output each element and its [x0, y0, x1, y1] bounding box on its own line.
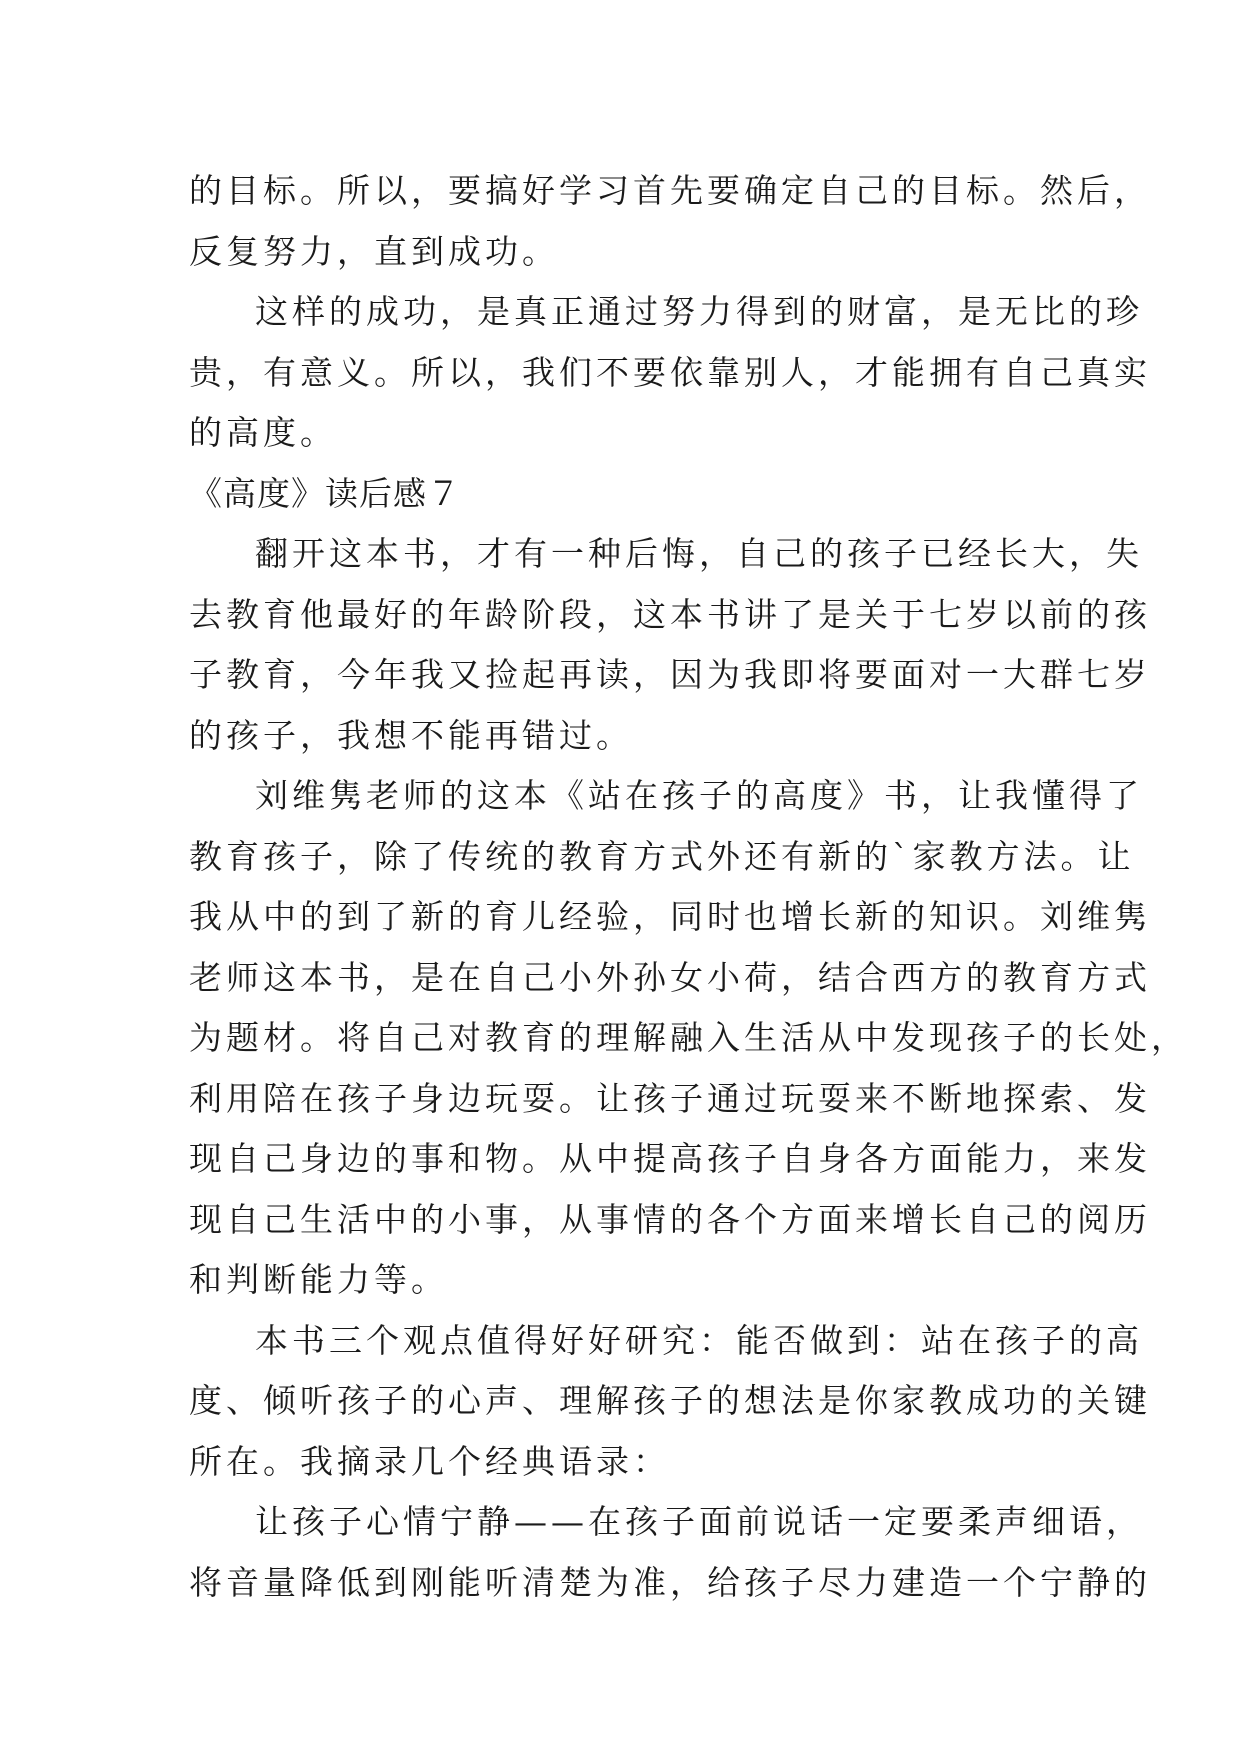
text-line: 为题材。将自己对教育的理解融入生活从中发现孩子的长处，	[189, 1018, 1188, 1057]
text-line: 让孩子心情宁静——在孩子面前说话一定要柔声细语，	[255, 1502, 1143, 1541]
text-line: 所在。我摘录几个经典语录：	[189, 1441, 670, 1481]
text-line: 的高度。	[189, 413, 337, 452]
text-line: 的孩子，我想不能再错过。	[189, 715, 633, 755]
text-line: 度、倾听孩子的心声、理解孩子的想法是你家教成功的关键	[189, 1381, 1151, 1420]
text-line: 教育孩子，除了传统的教育方式外还有新的`家教方法。让	[189, 836, 1135, 876]
text-line: 去教育他最好的年龄阶段，这本书讲了是关于七岁以前的孩	[189, 594, 1151, 634]
text-line: 贵，有意义。所以，我们不要依靠别人，才能拥有自己真实	[189, 352, 1151, 392]
text-line: 和判断能力等。	[189, 1260, 448, 1299]
document-body	[189, 161, 1188, 1613]
text-line: 现自己生活中的小事，从事情的各个方面来增长自己的阅历	[189, 1199, 1151, 1239]
text-line: 将音量降低到刚能听清楚为准，给孩子尽力建造一个宁静的	[189, 1562, 1151, 1602]
text-line: 刘维隽老师的这本《站在孩子的高度》书，让我懂得了	[255, 776, 1143, 815]
text-line: 子教育，今年我又捡起再读，因为我即将要面对一大群七岁	[189, 655, 1151, 694]
text-line: 现自己身边的事和物。从中提高孩子自身各方面能力，来发	[189, 1139, 1151, 1178]
text-line: 老师这本书，是在自己小外孙女小荷，结合西方的教育方式	[189, 957, 1151, 997]
text-line: 这样的成功，是真正通过努力得到的财富，是无比的珍	[255, 292, 1143, 331]
text-line: 翻开这本书，才有一种后悔，自己的孩子已经长大，失	[255, 534, 1143, 573]
text-line: 利用陪在孩子身边玩耍。让孩子通过玩耍来不断地探索、发	[189, 1078, 1151, 1118]
text-line: 的目标。所以，要搞好学习首先要确定自己的目标。然后，	[189, 171, 1151, 210]
section-heading: 《高度》读后感７	[189, 473, 461, 513]
text-line: 反复努力，直到成功。	[189, 231, 559, 271]
text-line: 本书三个观点值得好好研究：能否做到：站在孩子的高	[255, 1320, 1143, 1360]
text-line: 我从中的到了新的育儿经验，同时也增长新的知识。刘维隽	[189, 897, 1151, 936]
